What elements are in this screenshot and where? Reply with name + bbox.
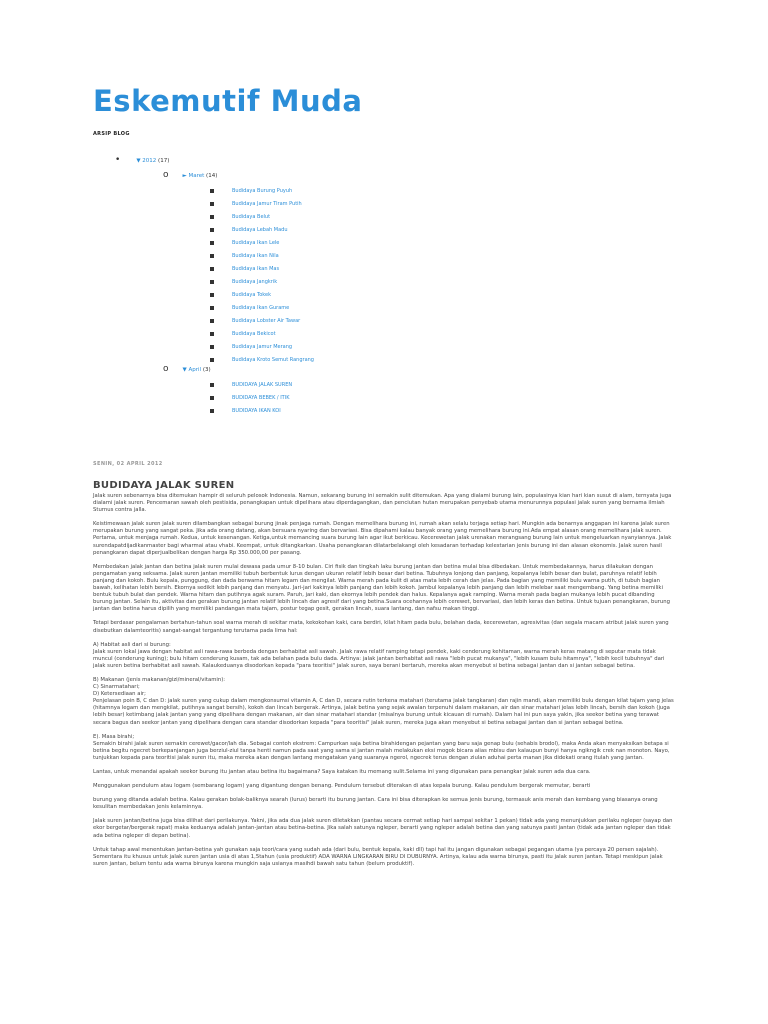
post-paragraph: B) Makanan (jenis makanan/gizi/mineral/vitamin): C) Sinarmatahari; D) Ketersediaan air; Penjelasan poin B, C dan D: jalak suren yang cukup dalam mengkonsumsi vitamin A, C dan D, secara rutin terkena matahari (terutama jalak tangkaran) dan rajin mandi, akan memiliki bulu dengan kilat tajam yang jelas (hitamnya legam dan mengkilat, putihnya sangat bersih), kokoh dan lincah bergerak. Artinya, jalak betina yang sejak awalan terpenuhi dalam makanan, air dan sinar matahari jelas lebih lincah, bersih dan kokoh (juga lebih besar) ketimbang jalak jantan yang yang dipelihara dengan makanan, air dan sinar matahari standar (misalnya burung untuk kicauan di rumah). Dalam hal ini pun saya yakin, jika seekor betina yang terawat secara bagus dan seekor jantan yang dipelihara dengan cara standar disodorkan kepada "para teoritisi" jalak suren, mereka juga akan menyebut si betina sebagai jantan dan si jantan sebagai betina. (93, 676, 674, 726)
post-link[interactable]: BUDIDAYA JALAK SUREN (232, 381, 293, 388)
archive-heading: ARSIP BLOG (93, 131, 130, 137)
post-paragraph: burung yang ditanda adalah betina. Kalau gerakan bolak-baliknya searah (lurus) berarti itu burung jantan. Cara ini bisa diterapkan ke semua jenis burung, termasuk anis merah dan kembang yang biasanya orang kesulitan membedakan jenis kelaminnya. (93, 797, 658, 811)
year-toggle-icon[interactable]: ▼ (136, 157, 141, 164)
post-link[interactable]: Budidaya Ikan Lele (232, 239, 280, 246)
post-link[interactable]: Budidaya Jamur Merang (232, 343, 293, 350)
post-link[interactable]: Budidaya Lebah Madu (232, 226, 288, 233)
disc-bullet-icon: • (115, 155, 121, 165)
post-paragraph: Untuk tahap awal menentukan jantan-betina yah gunakan saja teori/cara yang sudah ada (dari bulu, bentuk kepala, kaki dll) tapi hal itu jangan digunakan sebagai pegangan utama (ya percaya 20 persen sajalah). Sementara itu khusus untuk jalak suren jantan usia di atas 1,5tahun (usia produktif) ADA WARNA LINGKARAN BIRU DI DUBURNYA. Artinya, kalau ada warna birunya, pasti itu jalak suren jantan. Tetapi meskipun jalak suren jantan, belum tentu ada warna birunya karena mungkin saja usianya masihdi bawah satu tahun (belum produktif). (93, 846, 663, 867)
post-list-maret (210, 184, 314, 366)
post-link[interactable]: Budidaya Bekicot (232, 330, 276, 337)
post-paragraph: Menggunakan pendulum atau logam (sembarang logam) yang digantung dengan benang. Pendulum tersebut diterakan di atas kepala burung. Kalau pendulum bergerak memutar, berarti (93, 783, 591, 790)
month-count: (3) (202, 366, 211, 373)
post-link[interactable]: Budidaya Tokek (232, 291, 271, 298)
post-link[interactable]: Budidaya Jangkrik (232, 278, 278, 285)
list-item (210, 197, 314, 210)
post-link[interactable]: BUDIDAYA IKAN KOI (232, 407, 281, 414)
post-date: SENIN, 02 APRIL 2012 (93, 461, 163, 467)
post-paragraph: Tetapi berdasar pengalaman bertahun-tahun soal warna merah di sekitar mata, kekokohan kaki, cara berdiri, kilat hitam pada bulu, belahan dada, kecerewetan, agresivitas (dan segala macam atribut jalak suren yang disebutkan dalamteoritis) sangat-sangat tergantung terutama pada lima hal: (93, 620, 669, 634)
archive-year-2012 (115, 156, 169, 165)
list-item (210, 210, 314, 223)
square-bullet-icon (210, 319, 214, 323)
archive-month-maret (163, 171, 217, 180)
square-bullet-icon (210, 241, 214, 245)
post-link[interactable]: Budidaya Ikan Mas (232, 265, 280, 272)
year-count: (17) (158, 157, 170, 164)
post-paragraph: Membedakan jalak jantan dan betina jalak suren mulai dewasa pada umur 8-10 bulan. Ciri fisik dan tingkah laku burung jantan dan betina mulai bisa dibedakan. Untuk membedakannya, harus dilakukan dengan pengamatan yang seksama. Jalak suren jantan memiliki tubuh berbentuk lurus dengan ukuran relatif lebih besar dari betina. Tubuhnya lonjong dan panjang, kepalanya lebih besar dan bulat, paruhnya relatif lebih panjang dan kokoh. Bulu kepala, punggung, dan dada berwarna hitam legam dan mengilat. Warna merah pada kulit di atas mata lebih cerah dan jelas. Pada bagian yang memiliki bulu warna putih, di tubuh bagian bawah, kelihatan lebih bersih. Ekornya sedikit lebih panjang dan menyatu. Jari-jari kakinya lebih panjang dan lebih kokoh. Jambul kepalanya lebih panjang dan lebih melebar saat mengembang. Yang betina memiliki bentuk tubuh bulat dan pendek. Warna hitam dan putihnya agak suram. Paruh, jari kaki, dan ekornya lebih pendek dan halus. Kepalanya agak ramping. Warna merah pada bagian mukanya lebih pucat dibanding burung jantan. Selain itu, aktivitas dan gerakan burung jantan relatif lebih lincah dan agresif dari yang betina.Suara ocehannya lebih cerewet, bervariasi, dan lebih keras dan betina. Untuk tujuan penangkaran, burung jantan dan betina harus dipilih yang memiliki pandangan mata tajam, postur tegap gesit, gerakan lincah, suara lantang, dan nafsu makan tinggi. (93, 563, 670, 613)
list-item (210, 301, 314, 314)
post-paragraph: Jalak suren jantan/betina juga bisa dilihat dari perilakunya. Yakni, jika ada dua jalak suren diletakkan (pantau secara cermat setiap hari sampai sekitar 1 pekan) tidak ada yang menunjukkan perilaku ngleper (sayap dan ekor bergetar/bergerak rapat) maka keduanya adalah jantan-jantan atau betina-betina. Jika salah satunya ngleper, berarti yang ngleper adalah betina dan yang satunya pasti jantan (tidak ada jantan ngleper dan tidak ada betina ngleper di depan betina). (93, 818, 673, 839)
list-item (210, 327, 314, 340)
list-item (210, 236, 314, 249)
list-item (210, 391, 292, 404)
post-paragraph: A) Habitat asli dari si burung: Jalak suren lokal jawa dengan habitat asli rawa-rawa berbeda dengan berhabitat asli sawah. Jalak rawa relatif ramping tetapi pendek, kaki cenderung kehitaman, warna merah keras matang di seputar mata tidak muncul (cenderung kuning); bulu hitam cenderung kusam, tak ada belahan pada bulu dada. Artinya: jalak jantan berhabitat asli rawa "lebih pucat mukanya", "lebih kusam bulu hitamnya", "lebih kecil tubuhnya" dari jalak suren betina berhabitat asli sawah. Kalaukeduanya disodorkan kepada "para teoritisi" jalak suren, saya berani bertaruh, mereka akan menyebut si betina sebagai jantan dan si jantan sebagai betina. (93, 641, 665, 669)
square-bullet-icon (210, 215, 214, 219)
square-bullet-icon (210, 228, 214, 232)
list-item (210, 184, 314, 197)
square-bullet-icon (210, 383, 214, 387)
square-bullet-icon (210, 409, 214, 413)
list-item (210, 275, 314, 288)
post-link[interactable]: Budidaya Kroto Semut Rangrang (232, 356, 314, 363)
post-link[interactable]: Budidaya Ikan Gurame (232, 304, 290, 311)
post-list-april (210, 378, 292, 417)
month-link[interactable]: Maret (188, 172, 205, 179)
blog-title[interactable]: Eskemutif Muda (93, 84, 363, 118)
list-item (210, 314, 314, 327)
post-link[interactable]: Budidaya Ikan Nila (232, 252, 279, 259)
year-link[interactable]: 2012 (142, 157, 157, 164)
post-link[interactable]: Budidaya Lobster Air Tawar (232, 317, 301, 324)
post-paragraph: Jalak suren sebenarnya bisa ditemukan hampir di seluruh pelosok Indonesia. Namun, sekarang burung ini semakin sulit ditemukan. Apa yang dialami burung lain, populasinya kian hari kian susut di alam, ternyata juga dialami jalak suren. Pencemaran sawah oleh pestisida, penangkapan untuk dipelihara atau diperdagangkan, dan penciutan hutan merupakan penyebab utama menurunnya populasi jalak suren yang bernama ilmiah Sturnus contra jalla. (93, 493, 672, 514)
square-bullet-icon (210, 358, 214, 362)
list-item (210, 378, 292, 391)
month-toggle-icon[interactable]: ▼ (182, 366, 187, 373)
post-link[interactable]: Budidaya Burung Puyuh (232, 187, 293, 194)
square-bullet-icon (210, 332, 214, 336)
post-link[interactable]: Budidaya Jamur Tiram Putih (232, 200, 302, 207)
post-paragraph: Lantas, untuk menandai apakah seekor burung itu jantan atau betina itu bagaimana? Saya katakan itu memang sulit.Selama ini yang digunakan para penangkar jalak suren ada dua cara. (93, 769, 591, 775)
square-bullet-icon (210, 267, 214, 271)
list-item (210, 340, 314, 353)
list-item (210, 223, 314, 236)
post-paragraph: Keistimewaan jalak suren jalak suren dilambangkan sebagai burung jinak penjaga rumah. Dengan memelihara burung ini, rumah akan selalu terjaga setiap hari. Mungkin ada benarnya anggapan ini karena jalak suren merupakan burung yang sangat peka. Jika ada orang datang, akan bersuara nyaring dan bervariasi. Bisa dipahami kalau banyak orang yang memelihara burung ini.Ada empat alasan orang memelihara jalak suren. Pertama, untuk menjaga rumah. Kedua, untuk kesenangan. Ketiga,untuk memancing suara burung lain agar ikut berkicau. Kecerewetan jalak urenakan merangsang burung lain untuk mengeluarkan nyanyiannya. Jalak surendapatdijadikanmaster bagi wharmai atau vhabi. Keempat, untuk ditangkarkan. Usaha penangkaran dilatarbelakangi oleh kesadaran terhadap kelestarian jenis burung ini dan alasan ekonomis. Jalak suren hasil penangkaran dapat diperjualbelikan dengan harga Rp 350.000,00 per pasang. (93, 521, 672, 556)
circle-bullet-icon: o (163, 170, 169, 180)
list-item (210, 404, 292, 417)
list-item (210, 262, 314, 275)
square-bullet-icon (210, 254, 214, 258)
square-bullet-icon (210, 306, 214, 310)
list-item (210, 288, 314, 301)
archive-month-april (163, 365, 211, 374)
square-bullet-icon (210, 189, 214, 193)
square-bullet-icon (210, 396, 214, 400)
square-bullet-icon (210, 202, 214, 206)
post-body (93, 493, 675, 868)
post-paragraph: E). Masa birahi; Semakin birahi jalak suren semakin cerewet/gacor/lah dia. Sebagai contoh ekstrem: Campurkan saja betina birahidengan pejantan yang baru saja genap bulu (sehabis brodol), maka Anda akan menyaksikan betapa si betina begitu ngecret berkepanjangan juga berziul-ziul tanpa henti namun pada saat yang sama si jantan malah melakukan eksi mogok bicara alias mbisu dan kalaupun bunyi hanya ngikngik crek nan monoton. Nayo, tunjukkan kepada para teoritisi jalak suren itu, maka mereka akan dengan lantang mengatakan yang suaranya ngerol, ngecrek terus dengan ziulan aduhai perta manan jika didekati orang itulah yang jantan. (93, 733, 670, 761)
month-count: (14) (206, 172, 218, 179)
square-bullet-icon (210, 293, 214, 297)
circle-bullet-icon: o (163, 364, 169, 374)
post-link[interactable]: Budidaya Belut (232, 213, 271, 220)
post-title[interactable]: BUDIDAYA JALAK SUREN (93, 480, 235, 491)
month-toggle-icon[interactable]: ► (182, 172, 187, 179)
square-bullet-icon (210, 280, 214, 284)
list-item (210, 353, 314, 366)
month-link[interactable]: April (188, 366, 202, 373)
post-link[interactable]: BUDIDAYA BEBEK / ITIK (232, 394, 290, 401)
list-item (210, 249, 314, 262)
square-bullet-icon (210, 345, 214, 349)
